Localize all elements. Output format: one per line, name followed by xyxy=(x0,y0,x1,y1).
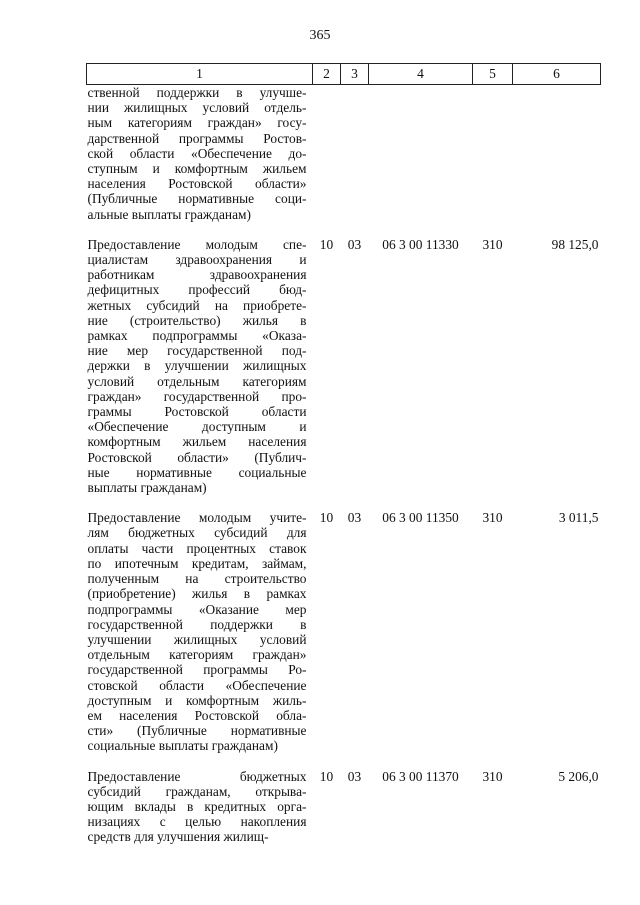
description-line: ным категориям граждан» госу- xyxy=(87,115,307,131)
table-body xyxy=(87,85,601,845)
target-article-code: 06 3 00 11330 xyxy=(382,236,459,252)
description-line: субсидий гражданам, открыва- xyxy=(87,783,307,799)
description-line: выплаты гражданам) xyxy=(87,480,207,496)
description-line: Предоставление молодым спе- xyxy=(87,236,307,252)
description-line: комфортным жильем населения xyxy=(87,434,307,450)
table-row xyxy=(87,510,601,768)
description-line: «Обеспечение доступным и xyxy=(87,419,307,435)
subsection-code: 03 xyxy=(347,768,362,784)
amount: 5 206,0 xyxy=(558,768,599,784)
header-col-5: 5 xyxy=(473,64,513,85)
description-line: лям бюджетных субсидий для xyxy=(87,525,307,541)
description-line: граммы Ростовской области xyxy=(87,404,307,420)
description-line: подпрограммы «Оказание мер xyxy=(87,601,307,617)
description-line: сти» (Публичные нормативные xyxy=(87,723,307,739)
description-line: государственной программы Ро- xyxy=(87,662,307,678)
amount xyxy=(513,85,601,237)
description-line: работникам здравоохранения xyxy=(87,267,307,283)
description-line: Предоставление молодым учите- xyxy=(87,510,307,526)
description-line: альные выплаты гражданам) xyxy=(87,206,251,222)
description-line: дефицитных профессий бюд- xyxy=(87,282,307,298)
expense-type-code: 310 xyxy=(482,510,503,526)
description-line: социальные выплаты гражданам) xyxy=(87,738,278,754)
row-description xyxy=(87,510,313,768)
description-line: ской области «Обеспечение до- xyxy=(87,145,307,161)
description-line: (приобретение) жилья в рамках xyxy=(87,586,307,602)
target-article-code xyxy=(369,85,473,237)
description-line: циалистам здравоохранения и xyxy=(87,252,307,268)
expense-type-code: 310 xyxy=(482,236,503,252)
header-col-4: 4 xyxy=(369,64,473,85)
amount: 3 011,5 xyxy=(558,510,599,526)
table-header xyxy=(87,64,601,85)
description-line: (Публичные нормативные соци- xyxy=(87,191,307,207)
subsection-code: 03 xyxy=(347,510,362,526)
description-line: Ростовской области» (Публич- xyxy=(87,449,307,465)
table-row xyxy=(87,769,601,845)
expense-type-code xyxy=(473,85,513,237)
description-line: полученным на строительство xyxy=(87,571,307,587)
description-line: дарственной программы Ростов- xyxy=(87,130,307,146)
description-line: средств для улучшения жилищ- xyxy=(87,829,269,845)
description-line: нии жилищных условий отдель- xyxy=(87,100,307,116)
description-line: ем населения Ростовской обла- xyxy=(87,707,307,723)
header-row xyxy=(87,64,601,85)
description-line: оплаты части процентных ставок xyxy=(87,540,307,556)
description-line: граждан» государственной про- xyxy=(87,388,307,404)
description-line: Предоставление бюджетных xyxy=(87,768,307,784)
header-col-1: 1 xyxy=(87,64,313,85)
target-article-code: 06 3 00 11350 xyxy=(382,510,459,526)
amount: 98 125,0 xyxy=(551,236,599,252)
row-description xyxy=(87,85,313,237)
description-line: держки в улучшении жилищных xyxy=(87,358,307,374)
description-line: рамках подпрограммы «Оказа- xyxy=(87,328,307,344)
table-row xyxy=(87,237,601,510)
description-line: стовской области «Обеспечение xyxy=(87,677,307,693)
table-row xyxy=(87,85,601,237)
target-article-code: 06 3 00 11370 xyxy=(382,768,459,784)
row-description xyxy=(87,769,313,845)
header-col-2: 2 xyxy=(313,64,341,85)
budget-table xyxy=(86,63,601,845)
description-line: низациях с целью накопления xyxy=(87,814,307,830)
description-line: улучшении жилищных условий xyxy=(87,631,307,647)
description-line: ные нормативные социальные xyxy=(87,464,307,480)
description-line: ющим вклады в кредитных орга- xyxy=(87,798,307,814)
description-line: ние (строительство) жилья в xyxy=(87,312,307,328)
page-number: 365 xyxy=(309,28,331,43)
description-line: отдельным категориям граждан» xyxy=(87,647,307,663)
description-line: доступным и комфортным жиль- xyxy=(87,692,307,708)
header-col-3: 3 xyxy=(341,64,369,85)
description-line: ственной поддержки в улучше- xyxy=(87,85,307,100)
section-code: 10 xyxy=(319,236,334,252)
subsection-code xyxy=(341,85,369,237)
section-code xyxy=(313,85,341,237)
description-line: по ипотечным кредитам, займам, xyxy=(87,555,307,571)
description-line: государственной поддержки в xyxy=(87,616,307,632)
subsection-code: 03 xyxy=(347,236,362,252)
section-code: 10 xyxy=(319,768,334,784)
description-line: жетных субсидий на приобрете- xyxy=(87,297,307,313)
description-line: населения Ростовской области» xyxy=(87,176,307,192)
description-line: ние мер государственной под- xyxy=(87,343,307,359)
description-line: ступным и комфортным жильем xyxy=(87,161,307,177)
expense-type-code: 310 xyxy=(482,768,503,784)
section-code: 10 xyxy=(319,510,334,526)
description-line: условий отдельным категориям xyxy=(87,373,307,389)
header-col-6: 6 xyxy=(513,64,601,85)
row-description xyxy=(87,237,313,510)
